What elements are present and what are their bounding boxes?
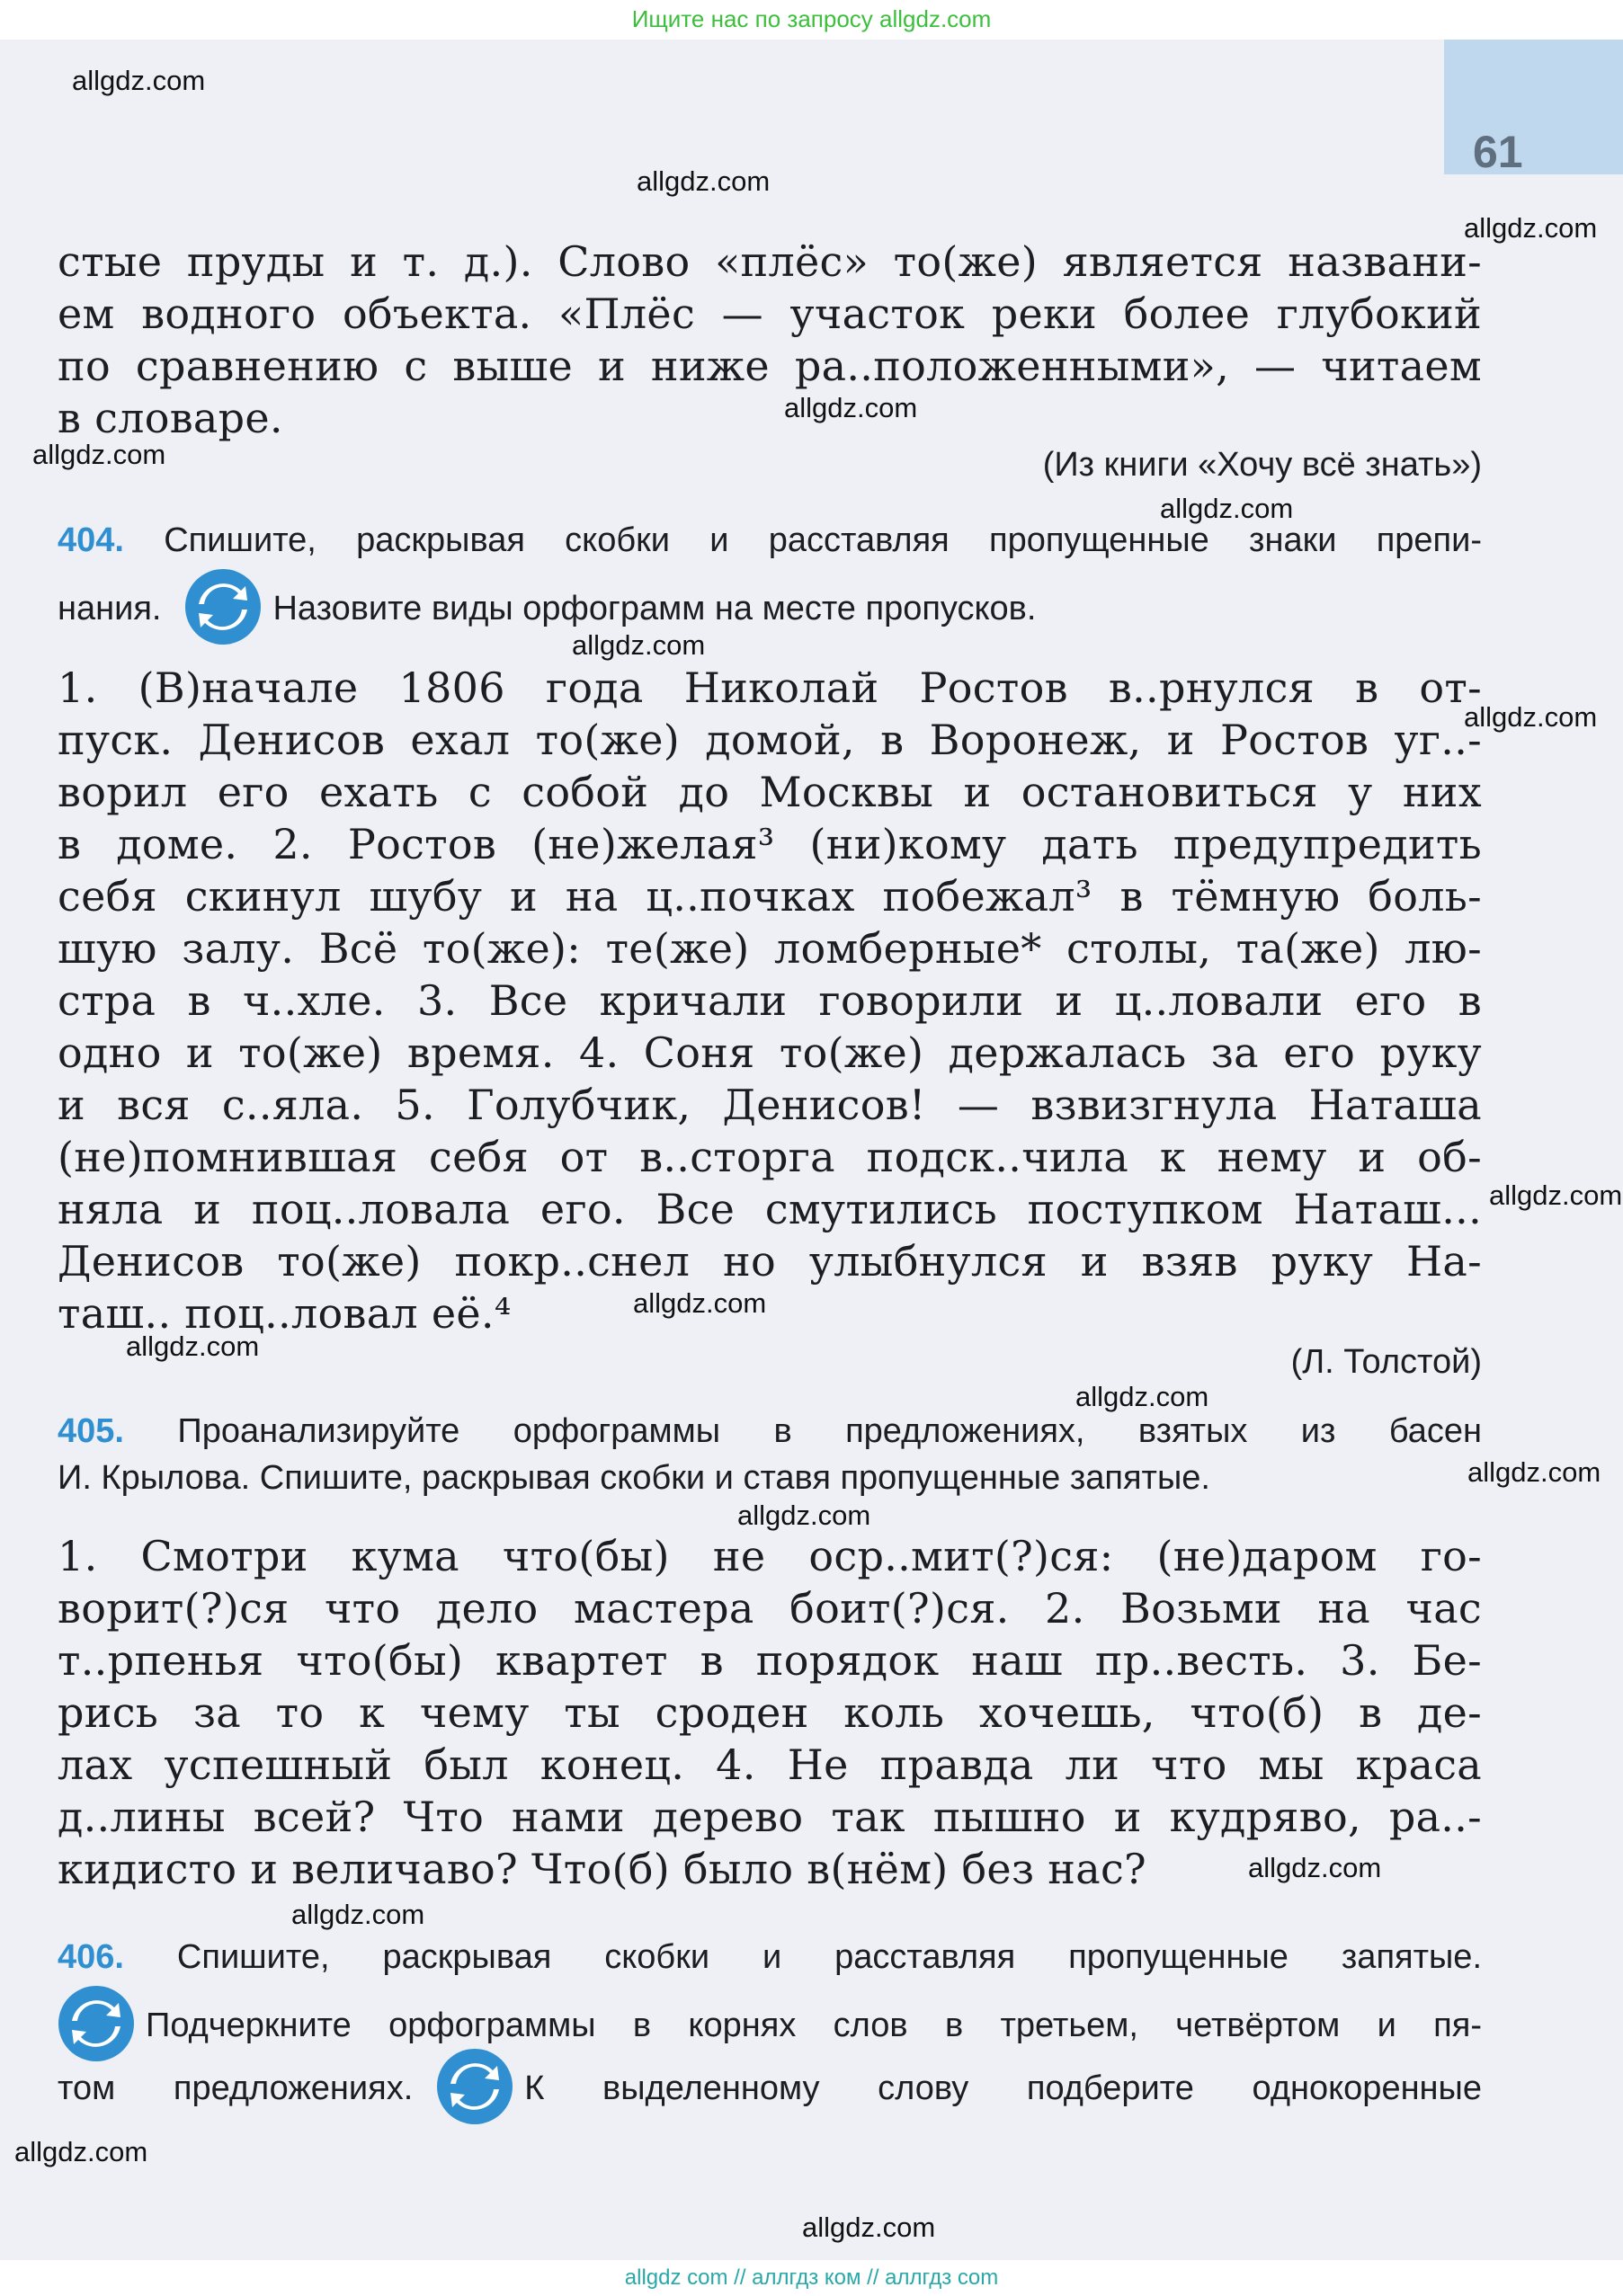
- text-line: стра в ч..хле. 3. Все кричали говорили и ц..ловали его в: [58, 976, 1482, 1025]
- task-text: нания.: [58, 590, 162, 628]
- source-citation: (Из книги «Хочу всё знать»): [1042, 446, 1482, 484]
- text-line: лах успешный был конец. 4. Не правда ли что мы краса: [58, 1740, 1482, 1789]
- task-text: Проанализируйте орфограммы в предложениях, взятых из басен: [177, 1412, 1482, 1450]
- watermark: allgdz.com: [126, 1330, 260, 1362]
- task-text: Назовите виды орфограмм на месте пропусков.: [272, 590, 1037, 628]
- exercise-number: 406.: [58, 1938, 124, 1976]
- exercise-404-source: [58, 1330, 1482, 1393]
- task-line: [58, 1408, 1482, 1455]
- text-line: таш.. поц..ловал её.⁴: [58, 1289, 512, 1338]
- task-text: К выделенному слову подберите однокоренные: [524, 2069, 1482, 2108]
- text-line: (не)помнившая себя от в..сторга подск..чила к нему и об-: [58, 1133, 1482, 1181]
- task-text: том предложениях.: [58, 2069, 414, 2108]
- text-line: няла и поц..ловала его. Все смутились поступком Наташ...: [58, 1185, 1482, 1233]
- text-line: т..рпенья что(бы) квартет в порядок наш пр..весть. 3. Бе-: [58, 1636, 1482, 1685]
- text-line: пуск. Денисов ехал то(же) домой, в Воронеж, и Ростов уг..-: [58, 716, 1482, 764]
- exercise-406-task: [58, 1926, 1482, 2114]
- watermark: allgdz.com: [72, 65, 206, 96]
- text-line: шую залу. Всё то(же): те(же) ломберные* столы, та(же) лю-: [58, 924, 1482, 973]
- watermark: allgdz.com: [1464, 212, 1598, 244]
- watermark: allgdz.com: [1075, 1381, 1209, 1412]
- text-line: 1. Смотри кума что(бы) не оср..мит(?)ся: (не)даром го-: [58, 1532, 1482, 1580]
- watermark: allgdz.com: [633, 1287, 767, 1319]
- page-number: 61: [1473, 127, 1523, 177]
- text-line: ворит(?)ся что дело мастера боит(?)ся. 2. Возьми на час: [58, 1584, 1482, 1633]
- text-line: в доме. 2. Ростов (не)желая³ (ни)кому дать предупредить: [58, 820, 1482, 868]
- exercise-number: 404.: [58, 521, 124, 559]
- watermark: allgdz.com: [637, 165, 771, 197]
- watermark: allgdz.com: [784, 392, 918, 423]
- intro-paragraph: [58, 236, 1482, 444]
- watermark: allgdz.com: [802, 2211, 936, 2243]
- exercise-404-text: [58, 662, 1482, 1339]
- task-text: Подчеркните орфограммы в корнях слов в третьем, четвёртом и пя-: [146, 2007, 1482, 2045]
- watermark: allgdz.com: [1467, 1456, 1601, 1488]
- task-line: [58, 1926, 1482, 1989]
- task-line: [58, 2051, 1482, 2114]
- rotate-arrows-icon: [58, 1985, 135, 2062]
- source-citation: (Л. Толстой): [1290, 1343, 1482, 1381]
- top-banner[interactable]: Ищите нас по запросу allgdz.com: [0, 0, 1623, 40]
- task-line: [58, 1989, 1482, 2051]
- watermark: allgdz.com: [291, 1899, 425, 1930]
- exercise-404-task: [58, 509, 1482, 635]
- watermark: allgdz.com: [737, 1500, 871, 1531]
- watermark: allgdz.com: [1160, 493, 1294, 524]
- bottom-banner[interactable]: allgdz com // аллгдз ком // аллгдз com: [0, 2260, 1623, 2296]
- text-line: и вся с..яла. 5. Голубчик, Денисов! — взвизгнула Наташа: [58, 1081, 1482, 1129]
- text-line: ем водного объекта. «Плёс — участок реки более глубокий: [58, 289, 1482, 338]
- text-line: рись за то к чему ты сроден коль хочешь, что(б) в де-: [58, 1688, 1482, 1737]
- task-line: [58, 572, 1482, 635]
- corner-tab: [1444, 40, 1623, 174]
- text-line: Денисов то(же) покр..снел но улыбнулся и взяв руку На-: [58, 1237, 1482, 1286]
- rotate-arrows-icon: [436, 2048, 513, 2125]
- text-line: д..лины всей? Что нами дерево так пышно и кудряво, ра..-: [58, 1793, 1482, 1841]
- watermark: allgdz.com: [1464, 701, 1598, 733]
- task-line: И. Крылова. Спишите, раскрывая скобки и ставя пропущенные запятые.: [58, 1459, 1210, 1497]
- text-line: кидисто и величаво? Что(б) было в(нём) без нас?: [58, 1845, 1146, 1893]
- text-line: в словаре.: [58, 394, 283, 442]
- task-text: Спишите, раскрывая скобки и расставляя пропущенные знаки препи-: [164, 521, 1482, 559]
- text-line: по сравнению с выше и ниже ра..положенными», — читаем: [58, 342, 1482, 390]
- text-line: себя скинул шубу и на ц..почках побежал³ в тёмную боль-: [58, 872, 1482, 921]
- watermark: allgdz.com: [572, 629, 706, 661]
- exercise-number: 405.: [58, 1412, 124, 1450]
- watermark: allgdz.com: [14, 2136, 148, 2167]
- text-line: стые пруды и т. д.). Слово «плёс» то(же) является названи-: [58, 237, 1482, 286]
- exercise-405-task: [58, 1408, 1482, 1501]
- text-line: одно и то(же) время. 4. Соня то(же) держалась за его руку: [58, 1028, 1482, 1077]
- watermark: allgdz.com: [32, 439, 166, 470]
- watermark: allgdz.com: [1489, 1179, 1623, 1211]
- exercise-405-text: [58, 1530, 1482, 1895]
- rotate-arrows-icon: [184, 568, 262, 645]
- text-line: ворил его ехать с собой до Москвы и остановиться у них: [58, 768, 1482, 816]
- text-line: 1. (В)начале 1806 года Николай Ростов в..рнулся в от-: [58, 663, 1482, 712]
- intro-source: [58, 433, 1482, 496]
- task-text: Спишите, раскрывая скобки и расставляя пропущенные запятые.: [176, 1938, 1483, 1976]
- watermark: allgdz.com: [1248, 1852, 1382, 1883]
